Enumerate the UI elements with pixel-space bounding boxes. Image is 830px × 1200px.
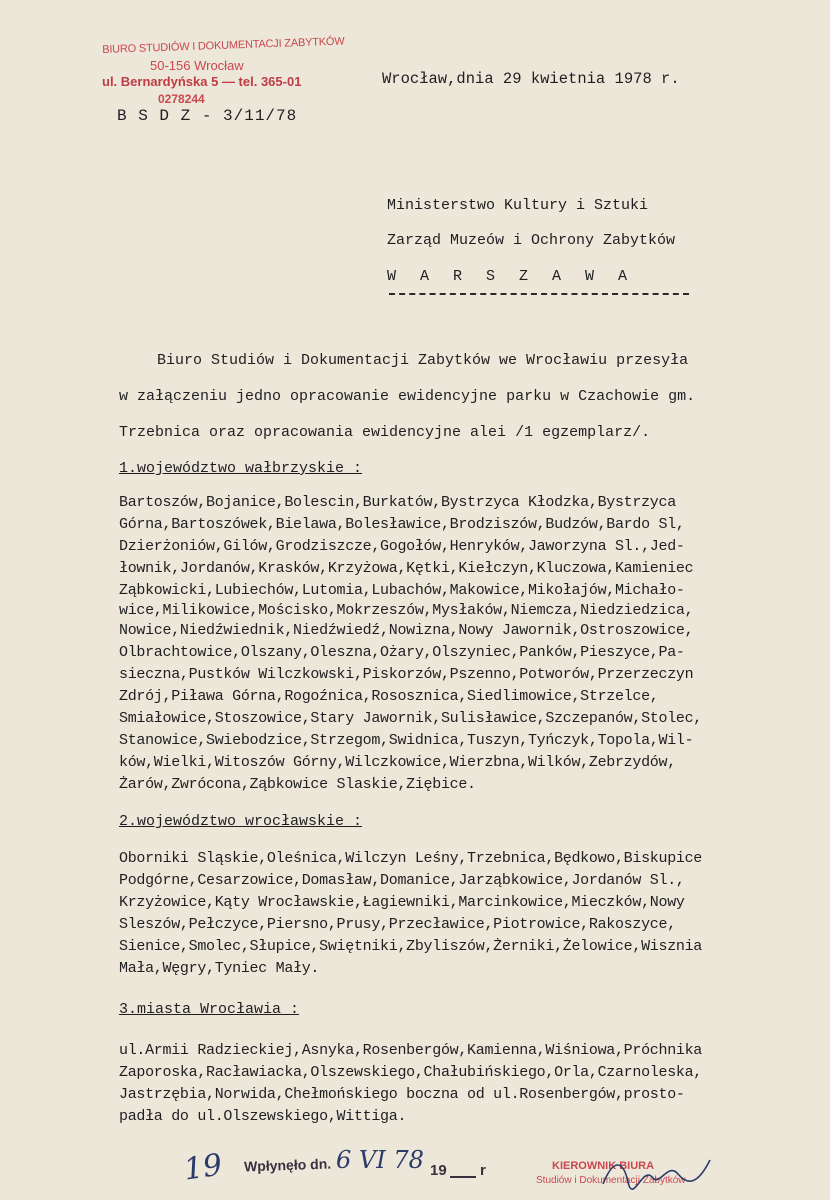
list-line: Sleszów,Pełczyce,Piersno,Prusy,Przecławice,Piotrowice,Rakoszyce,: [119, 916, 676, 933]
list-line: Smiałowice,Stoszowice,Stary Jawornik,Sulisławice,Szczepanów,Stolec,: [119, 710, 702, 727]
list-line: Krzyżowice,Kąty Wrocławskie,Łagiewniki,Marcinkowice,Mieczków,Nowy: [119, 894, 685, 911]
list-line: Bartoszów,Bojanice,Bolescin,Burkatów,Bystrzyca Kłodzka,Bystrzyca: [119, 494, 676, 511]
recipient-city-underline: [389, 293, 689, 295]
list-line: Stanowice,Swiebodzice,Strzegom,Swidnica,Tuszyn,Tyńczyk,Topola,Wil-: [119, 732, 694, 749]
signature-scribble: [598, 1154, 718, 1194]
office-stamp: [98, 35, 345, 108]
recipient-line2: Zarząd Muzeów i Ochrony Zabytków: [387, 232, 676, 249]
list-line: Dzierżoniów,Gilów,Grodziszcze,Gogołów,Henryków,Jaworzyna Sl.,Jed-: [119, 538, 685, 555]
section-heading-wroclaw: 3.miasta Wrocławia :: [119, 1001, 300, 1018]
intro-line-1: Biuro Studiów i Dokumentacji Zabytków we Wrocławiu przesyła: [157, 352, 689, 369]
list-line: Sienice,Smolec,Słupice,Swiętniki,Zbyliszów,Żerniki,Żelowice,Wisznia: [119, 938, 702, 955]
list-line: wice,Milikowice,Mościsko,Mokrzeszów,Mysłaków,Niemcza,Niedziedzica,: [119, 602, 694, 619]
list-line: ul.Armii Radzieckiej,Asnyka,Rosenbergów,Kamienna,Wiśniowa,Próchnika: [119, 1042, 702, 1059]
head-stamp: [528, 1160, 758, 1200]
list-line: Nowice,Niedźwiednik,Niedźwiedź,Nowizna,Nowy Jawornik,Ostroszowice,: [119, 622, 694, 639]
reference-number: B S D Z - 3/11/78: [117, 107, 298, 125]
received-handwritten-number: 19: [181, 1147, 225, 1188]
office-stamp-line2: 50-156 Wrocław: [150, 58, 244, 73]
list-line: Górna,Bartoszówek,Bielawa,Bolesławice,Brodziszów,Budzów,Bardo Sl,: [119, 516, 685, 533]
list-line: Mała,Węgry,Tyniec Mały.: [119, 960, 320, 977]
received-year-mark: r: [480, 1162, 486, 1179]
office-stamp-line1: BIURO STUDIÓW I DOKUMENTACJI ZABYTKÓW: [102, 35, 345, 56]
received-date-hand: 6 VI 78: [336, 1146, 424, 1174]
intro-line-3: Trzebnica oraz opracowania ewidencyjne alei /1 egzemplarz/.: [119, 424, 651, 441]
received-prefix: Wpłynęło dn.: [243, 1155, 332, 1175]
list-line: Oborniki Sląskie,Oleśnica,Wilczyn Leśny,Trzebnica,Będkowo,Biskupice: [119, 850, 702, 867]
received-stamp: [181, 1146, 506, 1200]
recipient-city: W A R S Z A W A: [387, 268, 628, 285]
list-line: Jastrzębia,Norwida,Chełmońskiego boczna od ul.Rosenbergów,prosto-: [119, 1086, 685, 1103]
list-line: Zdrój,Piława Górna,Rogoźnica,Rososznica,Siedlimowice,Strzelce,: [119, 688, 659, 705]
list-line: Ząbkowicki,Lubiechów,Lutomia,Lubachów,Makowice,Mikołajów,Michało-: [119, 582, 685, 599]
list-line: Zaporoska,Racławiacka,Olszewskiego,Chałubińskiego,Orla,Czarnoleska,: [119, 1064, 702, 1081]
list-line: Olbrachtowice,Olszany,Oleszna,Ożary,Olszyniec,Panków,Pieszyce,Pa-: [119, 644, 685, 661]
list-line: ków,Wielki,Witoszów Górny,Wilczkowice,Wierzbna,Wilków,Zebrzydów,: [119, 754, 676, 771]
received-year: 19: [430, 1162, 447, 1179]
section-heading-walbrzyskie: 1.województwo wałbrzyskie :: [119, 460, 363, 477]
recipient-line1: Ministerstwo Kultury i Sztuki: [387, 197, 649, 214]
section-heading-wroclawskie: 2.województwo wrocławskie :: [119, 813, 363, 830]
list-line: padła do ul.Olszewskiego,Wittiga.: [119, 1108, 407, 1125]
head-stamp-line2: Studiów i Dokumentacji Zabytków: [536, 1175, 686, 1186]
list-line: Podgórne,Cesarzowice,Domasław,Domanice,Jarząbkowice,Jordanów Sl.,: [119, 872, 685, 889]
office-stamp-line4: 0278244: [158, 92, 205, 106]
list-line: łownik,Jordanów,Krasków,Krzyżowa,Kętki,Kiełczyn,Kluczowa,Kamieniec: [119, 560, 694, 577]
office-stamp-line3: ul. Bernardyńska 5 — tel. 365-01: [102, 74, 302, 89]
date-line: Wrocław,dnia 29 kwietnia 1978 r.: [382, 70, 680, 88]
list-line: siecznа,Pustków Wilczkowski,Piskorzów,Pszenno,Potworów,Przerzeczyn: [119, 666, 694, 683]
list-line: Żarów,Zwrócona,Ząbkowice Slaskie,Ziębice.: [119, 776, 476, 793]
received-year-blank: [450, 1176, 476, 1178]
head-stamp-line1: KIEROWNIK BIURA: [552, 1160, 655, 1172]
intro-line-2: w załączeniu jedno opracowanie ewidencyjne parku w Czachowie gm.: [119, 388, 696, 405]
